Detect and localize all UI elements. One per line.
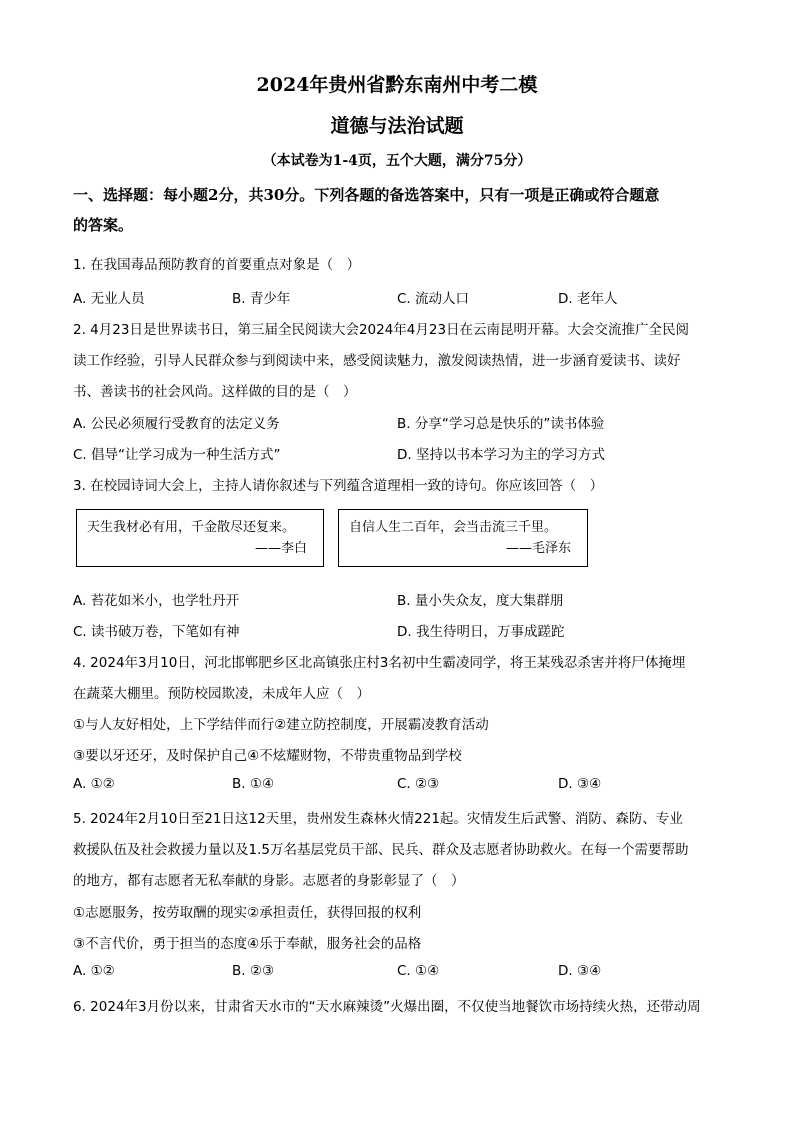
q3-option-b: B. 量小失众友，度大集群朋	[397, 593, 564, 609]
q1-option-d: D. 老年人	[558, 291, 618, 307]
q1-option-b: B. 青少年	[232, 291, 291, 307]
q2-stem-line1: 2. 4月23日是世界读书日，第三届全民阅读大会2024年4月23日在云南昆明开幕。大会交流推广全民阅	[73, 322, 690, 338]
q3-stem: 3. 在校园诗词大会上，主持人请你叙述与下列蕴含道理相一致的诗句。你应该回答（ ）	[73, 478, 604, 494]
q5-stem-line3: 的地方，都有志愿者无私奉献的身影。志愿者的身影彰显了（ ）	[73, 873, 465, 889]
q5-stem-line2: 救援队伍及社会救援力量以及1.5万名基层党员干部、民兵、群众及志愿者协助救火。在每一个需要帮助	[73, 842, 689, 858]
q3-option-c: C. 读书破万卷，下笔如有神	[73, 624, 240, 640]
exam-subject: 道德与法治试题	[330, 115, 464, 137]
exam-title: 2024年贵州省黔东南州中考二模	[256, 74, 538, 96]
q5-option-b: B. ②③	[232, 963, 275, 979]
q2-option-d: D. 坚持以书本学习为主的学习方式	[397, 447, 605, 463]
q4-option-a: A. ①②	[73, 776, 115, 792]
q3-option-d: D. 我生待明日，万事成蹉跎	[397, 624, 565, 640]
q5-option-a: A. ①②	[73, 963, 115, 979]
exam-note: （本试卷为1-4页，五个大题，满分75分）	[262, 153, 532, 169]
q3-quote-2-author: ——毛泽东	[505, 541, 571, 556]
q1-stem: 1. 在我国毒品预防教育的首要重点对象是（ ）	[73, 257, 361, 273]
q3-quote-2-text: 自信人生二百年，会当击流三千里。	[349, 520, 558, 535]
q4-option-d: D. ③④	[558, 776, 602, 792]
q1-option-a: A. 无业人员	[73, 291, 145, 307]
q6-stem-line1: 6. 2024年3月份以来，甘肃省天水市的“天水麻辣烫”火爆出圈，不仅使当地餐饮市场持续火热，还带动周	[73, 999, 701, 1015]
q5-option-c: C. ①④	[397, 963, 440, 979]
q4-option-c: C. ②③	[397, 776, 440, 792]
q3-quote-1-author: ——李白	[254, 541, 307, 556]
q1-option-c: C. 流动人口	[397, 291, 470, 307]
q4-stem-line2: 在蔬菜大棚里。预防校园欺凌，未成年人应（ ）	[73, 686, 370, 702]
q5-stem-line1: 5. 2024年2月10日至21日这12天里，贵州发生森林火情221起。灾情发生后武警、消防、森防、专业	[73, 811, 683, 827]
q5-option-d: D. ③④	[558, 963, 602, 979]
q4-item-line2: ③要以牙还牙，及时保护自己④不炫耀财物，不带贵重物品到学校	[73, 748, 462, 764]
q4-stem-line1: 4. 2024年3月10日，河北邯郸肥乡区北高镇张庄村3名初中生霸凌同学，将王某残忍杀害并将尸体掩埋	[73, 655, 686, 671]
q3-quote-box-1	[76, 509, 324, 567]
q4-option-b: B. ①④	[232, 776, 275, 792]
q5-item-line2: ③不言代价，勇于担当的态度④乐于奉献，服务社会的品格	[73, 936, 422, 952]
q3-quote-box-2	[338, 509, 588, 567]
section-heading-line2: 的答案。	[73, 216, 134, 234]
q3-option-a: A. 苔花如米小，也学牡丹开	[73, 593, 240, 609]
section-heading-line1: 一、选择题：每小题2分，共30分。下列各题的备选答案中，只有一项是正确或符合题意	[73, 186, 660, 204]
q3-quote-1-text: 天生我材必有用，千金散尽还复来。	[87, 520, 296, 535]
q2-option-b: B. 分享“学习总是快乐的”读书体验	[397, 416, 605, 432]
q2-option-c: C. 倡导“让学习成为一种生活方式”	[73, 447, 281, 463]
q4-item-line1: ①与人友好相处，上下学结伴而行②建立防控制度，开展霸凌教育活动	[73, 717, 489, 733]
q2-stem-line3: 书、善读书的社会风尚。这样做的目的是（ ）	[73, 384, 357, 400]
q5-item-line1: ①志愿服务，按劳取酬的现实②承担责任，获得回报的权利	[73, 905, 422, 921]
q2-stem-line2: 读工作经验，引导人民群众参与到阅读中来，感受阅读魅力，激发阅读热情，进一步涵育爱读书、读好	[73, 353, 681, 369]
q2-option-a: A. 公民必须履行受教育的法定义务	[73, 416, 280, 432]
